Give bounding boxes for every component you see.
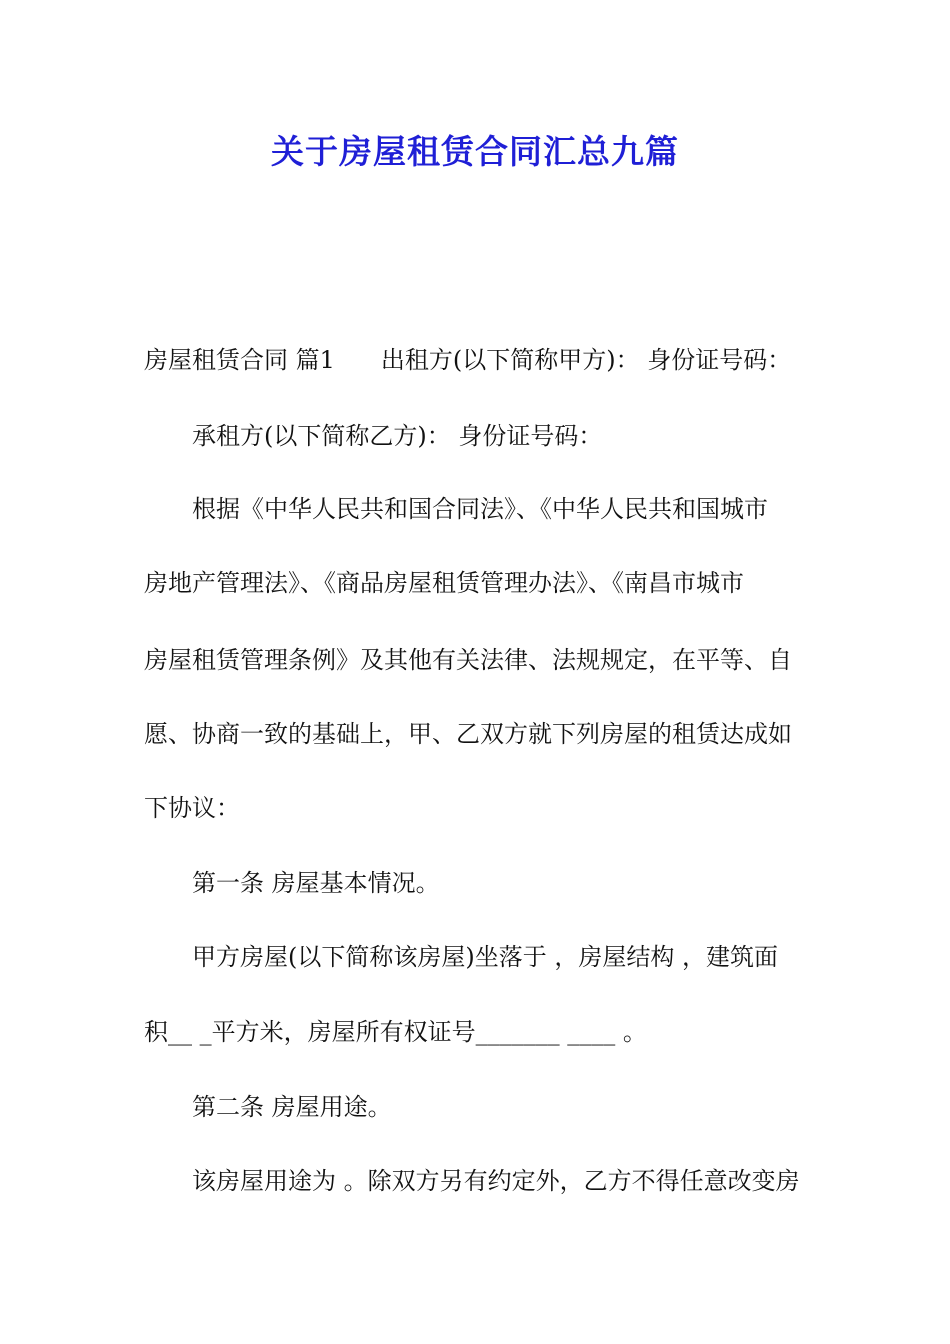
paragraph-line-4: 房地产管理法》、《商品房屋租赁管理办法》、《南昌市城市 (144, 569, 744, 597)
article-1-line-1: 甲方房屋(以下简称该房屋)坐落于 ，房屋结构 ，建筑面 (192, 943, 778, 971)
paragraph-line-3: 根据《中华人民共和国合同法》、《中华人民共和国城市 (192, 495, 768, 523)
paragraph-line-6: 愿、协商一致的基础上，甲、乙双方就下列房屋的租赁达成如 (144, 720, 792, 748)
paragraph-line-5: 房屋租赁管理条例》及其他有关法律、法规规定，在平等、自 (144, 646, 792, 674)
lessor-line: 出租方(以下简称甲方)： 身份证号码： (380, 346, 792, 374)
paragraph-line-1 (144, 343, 814, 377)
article-2-line-1: 该房屋用途为 。除双方另有约定外，乙方不得任意改变房 (192, 1167, 800, 1195)
article-2-heading: 第二条 房屋用途。 (192, 1093, 392, 1121)
contract-heading: 房屋租赁合同 篇1 (144, 346, 335, 374)
document-title: 关于房屋租赁合同汇总九篇 (271, 132, 679, 171)
lessee-line: 承租方(以下简称乙方)： 身份证号码： (192, 422, 603, 450)
paragraph-line-7: 下协议： (144, 794, 240, 822)
article-1-heading: 第一条 房屋基本情况。 (192, 869, 440, 897)
article-1-line-2: 积__ _平方米，房屋所有权证号_______ ____ 。 (144, 1018, 647, 1046)
